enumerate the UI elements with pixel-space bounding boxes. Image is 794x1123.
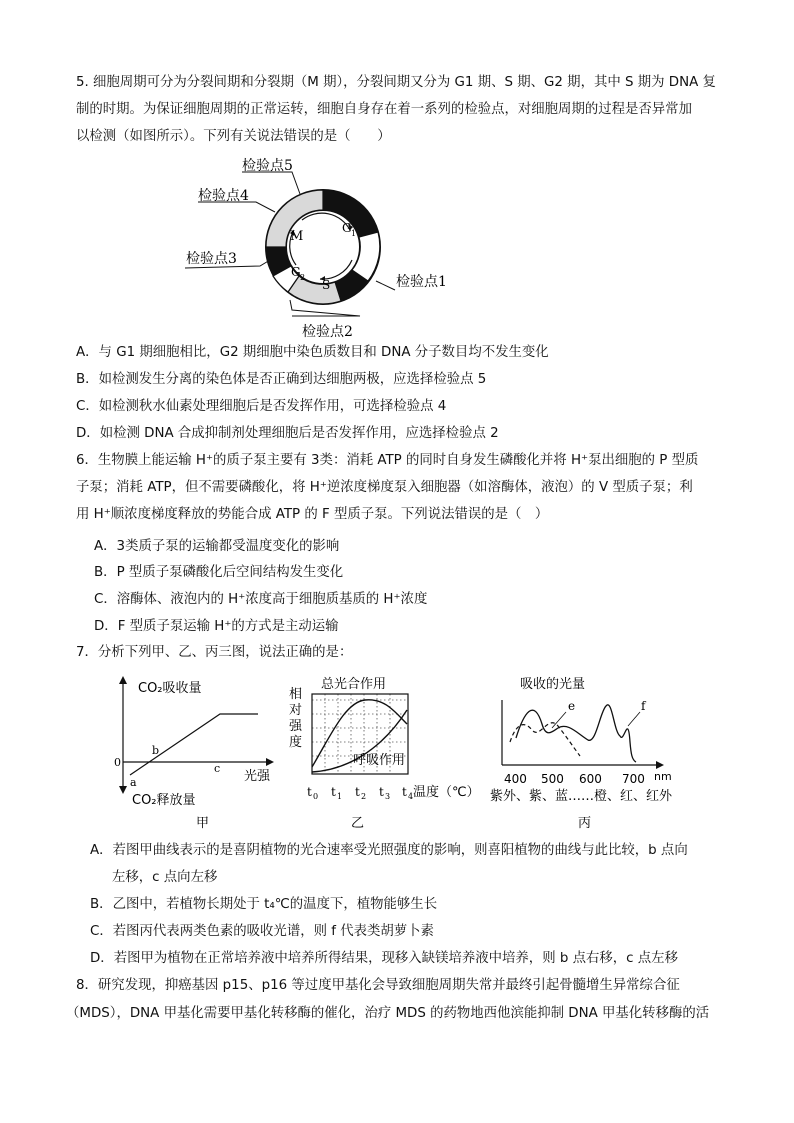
bing-title: 吸收的光量 bbox=[520, 677, 586, 692]
bing-spectrum-label: 紫外、紫、蓝……橙、红、红外 bbox=[490, 789, 673, 804]
jia-point-a: a bbox=[130, 776, 137, 789]
yi-tick-t1: t bbox=[331, 785, 336, 799]
q6-stem-line-1: 6．生物膜上能运输 H⁺的质子泵主要有 3类：消耗 ATP 的同时自身发生磷酸化并将 H⁺泵出细胞的 P 型质 bbox=[76, 453, 699, 468]
checkpoint-2-label: 检验点2 bbox=[302, 324, 353, 340]
yi-tick-t0-sub: 0 bbox=[313, 792, 319, 801]
jia-x-label: 光强 bbox=[244, 769, 271, 784]
jia-bottom-label: CO₂释放量 bbox=[132, 793, 196, 808]
yi-tick-t3-sub: 3 bbox=[385, 792, 391, 801]
bing-caption: 丙 bbox=[578, 816, 592, 831]
q6-stem-line-2: 子泵；消耗 ATP，但不需要磷酸化，将 H⁺逆浓度梯度泵入细胞器（如溶酶体，液泡）的 V 型质子泵；利 bbox=[76, 480, 693, 495]
checkpoint-5-label: 检验点5 bbox=[242, 158, 293, 174]
label-g1: G bbox=[342, 221, 352, 235]
label-g2: G bbox=[291, 265, 301, 279]
yi-tick-t1-sub: 1 bbox=[337, 792, 343, 801]
figure-jia bbox=[110, 672, 290, 834]
q7-option-a-line-1: A．若图甲曲线表示的是喜阴植物的光合速率受光照强度的影响，则喜阳植物的曲线与此比较，b 点向 bbox=[90, 843, 688, 858]
figure-yi bbox=[285, 672, 480, 834]
jia-zero: 0 bbox=[114, 756, 121, 769]
checkpoint-3-label: 检验点3 bbox=[186, 251, 237, 267]
q6-option-d: D．F 型质子泵运输 H⁺的方式是主动运输 bbox=[94, 619, 339, 634]
q8-stem-line-2: （MDS），DNA 甲基化需要甲基化转移酶的催化，治疗 MDS 的药物地西他滨能抑制 DNA 甲基化转移酶的活 bbox=[66, 1006, 710, 1021]
checkpoint-1-label: 检验点1 bbox=[396, 274, 447, 290]
bing-unit: nm bbox=[654, 770, 672, 783]
q7-option-d: D．若图甲为植物在正常培养液中培养所得结果，现移入缺镁培养液中培养，则 b 点右移，c 点左移 bbox=[90, 951, 678, 966]
yi-tick-t4-sub: 4 bbox=[408, 792, 414, 801]
jia-point-b: b bbox=[152, 744, 160, 757]
q8-stem-line-1: 8．研究发现，抑癌基因 p15、p16 等过度甲基化会导致细胞周期失常并最终引起骨髓增生异常综合征 bbox=[76, 978, 680, 993]
q6-stem-line-3: 用 H⁺顺浓度梯度释放的势能合成 ATP 的 F 型质子泵。下列说法错误的是（ ） bbox=[76, 507, 549, 522]
bing-tick-600: 600 bbox=[579, 772, 602, 786]
q7-option-a-line-2: 左移，c 点向左移 bbox=[112, 870, 218, 885]
label-s: S bbox=[322, 278, 331, 292]
yi-title: 总光合作用 bbox=[321, 677, 387, 692]
q5-stem-line-2: 制的时期。为保证细胞周期的正常运转，细胞自身存在着一系列的检验点，对细胞周期的过程是否异常加 bbox=[76, 102, 692, 117]
yi-ylabel-2: 对 bbox=[289, 703, 303, 718]
q7-stem: 7．分析下列甲、乙、丙三图，说法正确的是： bbox=[76, 645, 353, 660]
label-g1-sub: 1 bbox=[351, 229, 357, 238]
q6-option-a: A．3类质子泵的运输都受温度变化的影响 bbox=[94, 539, 340, 554]
label-g2-sub: 2 bbox=[300, 273, 306, 282]
q7-option-b: B．乙图中，若植物长期处于 t₄℃的温度下，植物能够生长 bbox=[90, 897, 438, 912]
label-m: M bbox=[290, 229, 304, 244]
q5-stem-line-1: 5. 细胞周期可分为分裂间期和分裂期（M 期），分裂间期又分为 G1 期、S 期、G2 期，其中 S 期为 DNA 复 bbox=[76, 75, 716, 90]
yi-respiration-label: 呼吸作用 bbox=[353, 753, 406, 768]
bing-tick-700: 700 bbox=[622, 772, 645, 786]
yi-tick-t2: t bbox=[355, 785, 360, 799]
yi-tick-t0: t bbox=[307, 785, 312, 799]
bing-curve-e: e bbox=[568, 699, 576, 713]
cell-cycle-checkpoint-diagram bbox=[180, 150, 480, 342]
jia-top-label: CO₂吸收量 bbox=[138, 681, 202, 696]
yi-tick-t2-sub: 2 bbox=[361, 792, 367, 801]
yi-tick-t3: t bbox=[379, 785, 384, 799]
yi-ylabel-1: 相 bbox=[289, 687, 303, 702]
figure-bing bbox=[488, 672, 708, 834]
checkpoint-4-label: 检验点4 bbox=[198, 188, 249, 204]
q5-option-d: D．如检测 DNA 合成抑制剂处理细胞后是否发挥作用，应选择检验点 2 bbox=[76, 426, 499, 441]
q6-option-c: C．溶酶体、液泡内的 H⁺浓度高于细胞质基质的 H⁺浓度 bbox=[94, 592, 428, 607]
q5-option-b: B．如检测发生分离的染色体是否正确到达细胞两极，应选择检验点 5 bbox=[76, 372, 487, 387]
yi-ylabel-4: 度 bbox=[289, 735, 303, 750]
q6-option-b: B．P 型质子泵磷酸化后空间结构发生变化 bbox=[94, 565, 344, 580]
q5-option-a: A．与 G1 期细胞相比，G2 期细胞中染色质数目和 DNA 分子数目均不发生变化 bbox=[76, 345, 549, 360]
jia-point-c: c bbox=[214, 762, 221, 775]
jia-caption: 甲 bbox=[196, 816, 210, 831]
q5-stem-line-3: 以检测（如图所示）。下列有关说法错误的是（ ） bbox=[76, 129, 391, 144]
q5-option-c: C．如检测秋水仙素处理细胞后是否发挥作用，可选择检验点 4 bbox=[76, 399, 447, 414]
yi-ylabel-3: 强 bbox=[289, 719, 303, 734]
bing-tick-500: 500 bbox=[541, 772, 564, 786]
q7-option-c: C．若图丙代表两类色素的吸收光谱，则 f 代表类胡萝卜素 bbox=[90, 924, 434, 939]
yi-tick-t4: t bbox=[402, 785, 407, 799]
bing-tick-400: 400 bbox=[504, 772, 527, 786]
bing-curve-f: f bbox=[641, 699, 646, 713]
yi-x-label: 温度（℃） bbox=[413, 785, 480, 800]
yi-caption: 乙 bbox=[351, 816, 365, 831]
